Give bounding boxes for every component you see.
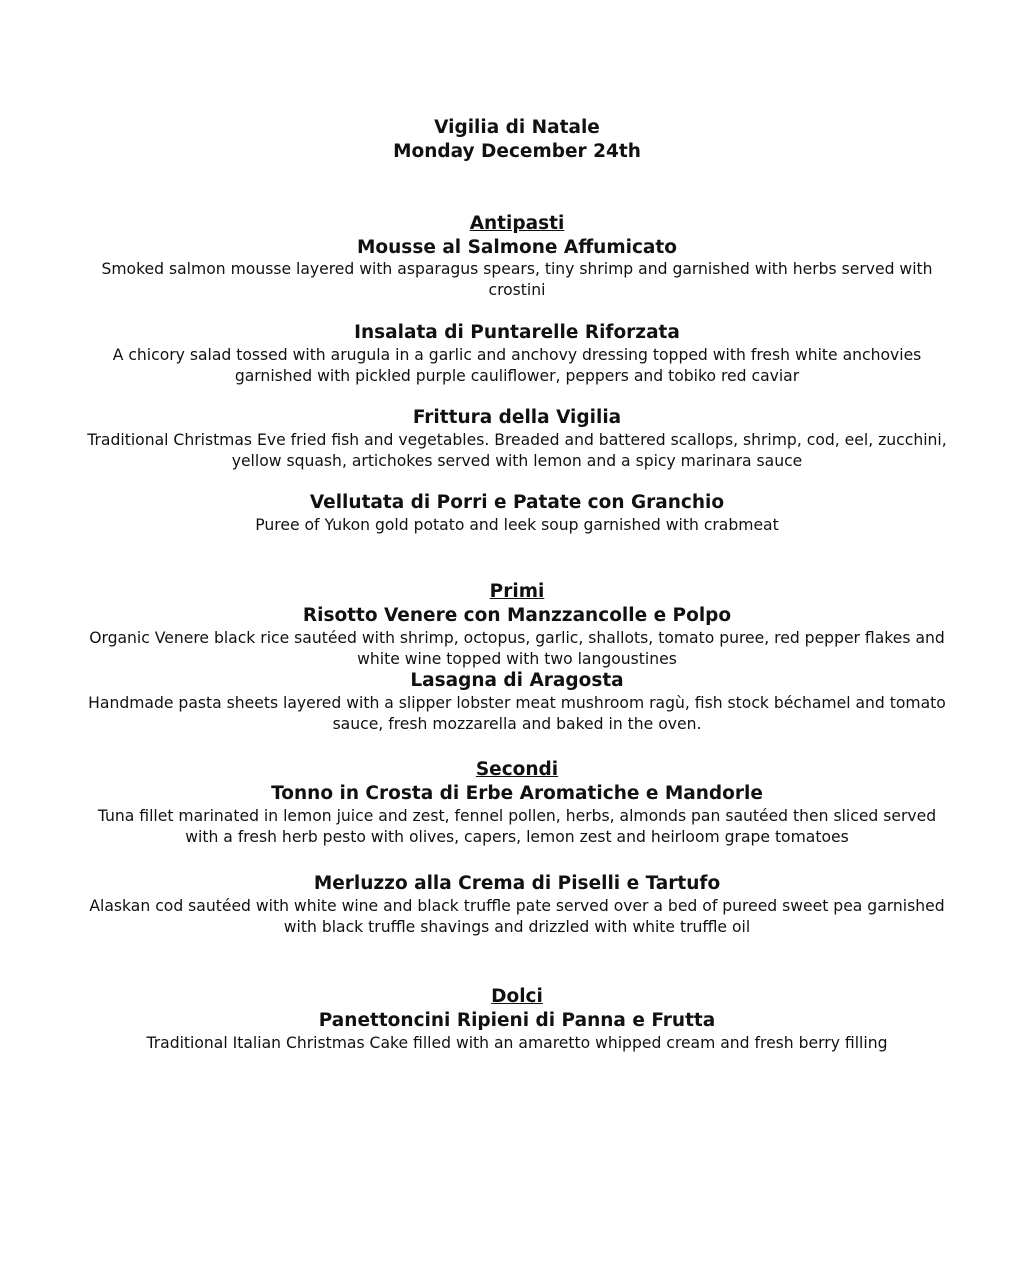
section-antipasti — [80, 212, 954, 260]
dish-item — [80, 872, 954, 937]
dish-item — [80, 491, 954, 536]
section-title: Primi — [489, 581, 545, 602]
section-dolci — [80, 985, 954, 1054]
menu-header — [0, 116, 1034, 164]
dish-item — [80, 406, 954, 471]
dish-description: Tuna fillet marinated in lemon juice and zest, fennel pollen, herbs, almonds pan sautéed then sliced served with a fresh herb pesto with olives, capers, lemon zest and heirloom grape tomatoes — [97, 807, 937, 846]
dish-name: Mousse al Salmone Affumicato — [357, 237, 677, 258]
dish-name: Insalata di Puntarelle Riforzata — [354, 322, 680, 343]
dish-description-text: Smoked salmon mousse layered with asparagus spears, tiny shrimp and garnished with herbs served with crostini — [101, 260, 933, 299]
dish-name: Lasagna di Aragosta — [410, 670, 624, 691]
dish-description — [80, 259, 954, 300]
dish-name: Vellutata di Porri e Patate con Granchio — [309, 492, 725, 513]
menu-title: Vigilia di Natale — [434, 117, 600, 138]
section-primi — [80, 580, 954, 734]
dish-description: Alaskan cod sautéed with white wine and black truffle pate served over a bed of pureed sweet pea garnished with black truffle shavings and drizzled with white truffle oil — [89, 897, 945, 936]
section-title: Antipasti — [469, 213, 565, 234]
dish-name: Panettoncini Ripieni di Panna e Frutta — [318, 1010, 716, 1031]
dish-name: Frittura della Vigilia — [412, 407, 622, 428]
dish-description: Organic Venere black rice sautéed with shrimp, octopus, garlic, shallots, tomato puree, red pepper flakes and white wine topped with two langoustines — [89, 629, 945, 668]
dish-description: Traditional Italian Christmas Cake filled with an amaretto whipped cream and fresh berry filling — [146, 1034, 888, 1052]
dish-item — [80, 321, 954, 386]
dish-description: Handmade pasta sheets layered with a slipper lobster meat mushroom ragù, fish stock béchamel and tomato sauce, fresh mozzarella and baked in the oven. — [88, 694, 946, 733]
dish-name: Tonno in Crosta di Erbe Aromatiche e Mandorle — [271, 783, 763, 804]
dish-name: Risotto Venere con Manzzancolle e Polpo — [302, 605, 732, 626]
section-title: Dolci — [491, 986, 543, 1007]
dish-description: A chicory salad tossed with arugula in a garlic and anchovy dressing topped with fresh white anchovies garnished with pickled purple cauliflower, peppers and tobiko red caviar — [112, 346, 922, 385]
section-title: Secondi — [475, 759, 559, 780]
dish-description: Puree of Yukon gold potato and leek soup garnished with crabmeat — [255, 516, 779, 534]
menu-date: Monday December 24th — [393, 141, 641, 162]
dish-description: Traditional Christmas Eve fried fish and vegetables. Breaded and battered scallops, shrimp, cod, eel, zucchini, yellow squash, artichokes served with lemon and a spicy marinara sauce — [87, 431, 947, 470]
dish-name: Merluzzo alla Crema di Piselli e Tartufo — [313, 873, 721, 894]
section-secondi — [80, 758, 954, 847]
